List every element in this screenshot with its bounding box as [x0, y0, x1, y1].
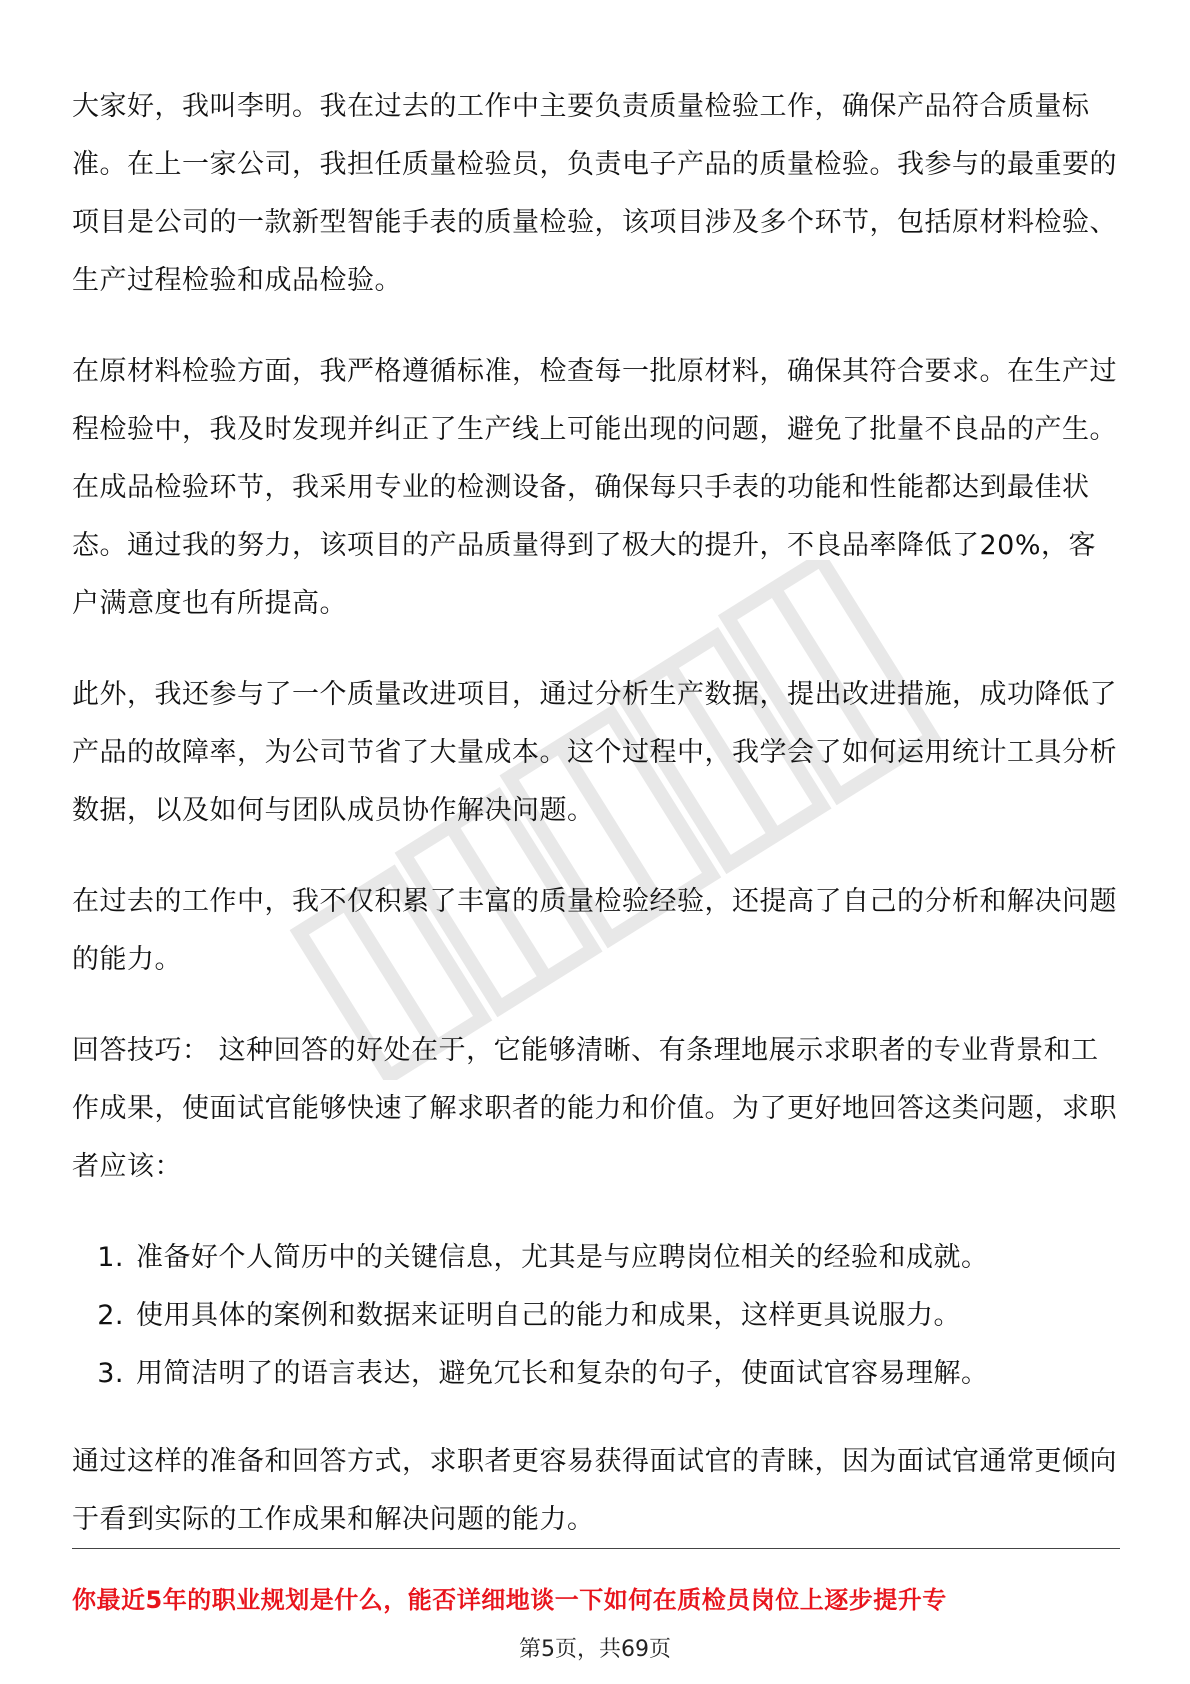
- next-question-heading: 你最近5年的职业规划是什么，能否详细地谈一下如何在质检员岗位上逐步提升专: [72, 1586, 947, 1614]
- list-item: [72, 1345, 1122, 1403]
- closing-paragraph: 通过这样的准备和回答方式，求职者更容易获得面试官的青睐，因为面试官通常更倾向于看到实际的工作成果和解决问题的能力。: [72, 1446, 1117, 1535]
- summary-paragraph: 在过去的工作中，我不仅积累了丰富的质量检验经验，还提高了自己的分析和解决问题的能力。: [72, 886, 1117, 975]
- list-item-text: 使用具体的案例和数据来证明自己的能力和成果，这样更具说服力。: [136, 1300, 961, 1331]
- improvement-paragraph: 此外，我还参与了一个质量改进项目，通过分析生产数据，提出改进措施，成功降低了产品的故障率，为公司节省了大量成本。这个过程中，我学会了如何运用统计工具分析数据，以及如何与团队成员协作解决问题。: [72, 679, 1117, 826]
- list-item-number: 3.: [97, 1358, 124, 1389]
- document-body: [72, 78, 1122, 1582]
- list-item-number: 1.: [97, 1242, 124, 1273]
- list-item: [72, 1229, 1122, 1287]
- inspection-paragraph: 在原材料检验方面，我严格遵循标准，检查每一批原材料，确保其符合要求。在生产过程检验中，我及时发现并纠正了生产线上可能出现的问题，避免了批量不良品的产生。在成品检验环节，我采用专业的检测设备，确保每只手表的功能和性能都达到最佳状态。通过我的努力，该项目的产品质量得到了极大的提升，不良品率降低了20%，客户满意度也有所提高。: [72, 356, 1117, 619]
- list-item-text: 准备好个人简历中的关键信息，尤其是与应聘岗位相关的经验和成就。: [136, 1242, 989, 1273]
- intro-paragraph: 大家好，我叫李明。我在过去的工作中主要负责质量检验工作，确保产品符合质量标准。在上一家公司，我担任质量检验员，负责电子产品的质量检验。我参与的最重要的项目是公司的一款新型智能手表的质量检验，该项目涉及多个环节，包括原材料检验、生产过程检验和成品检验。: [72, 91, 1117, 296]
- list-item-text: 用简洁明了的语言表达，避免冗长和复杂的句子，使面试官容易理解。: [136, 1358, 989, 1389]
- page-number: 第5页，共69页: [519, 1637, 671, 1662]
- tips-intro-paragraph: 回答技巧： 这种回答的好处在于，它能够清晰、有条理地展示求职者的专业背景和工作成果，使面试官能够快速了解求职者的能力和价值。为了更好地回答这类问题，求职者应该：: [72, 1035, 1117, 1182]
- tips-list: [72, 1229, 1122, 1403]
- list-item-number: 2.: [97, 1300, 124, 1331]
- list-item: [72, 1287, 1122, 1345]
